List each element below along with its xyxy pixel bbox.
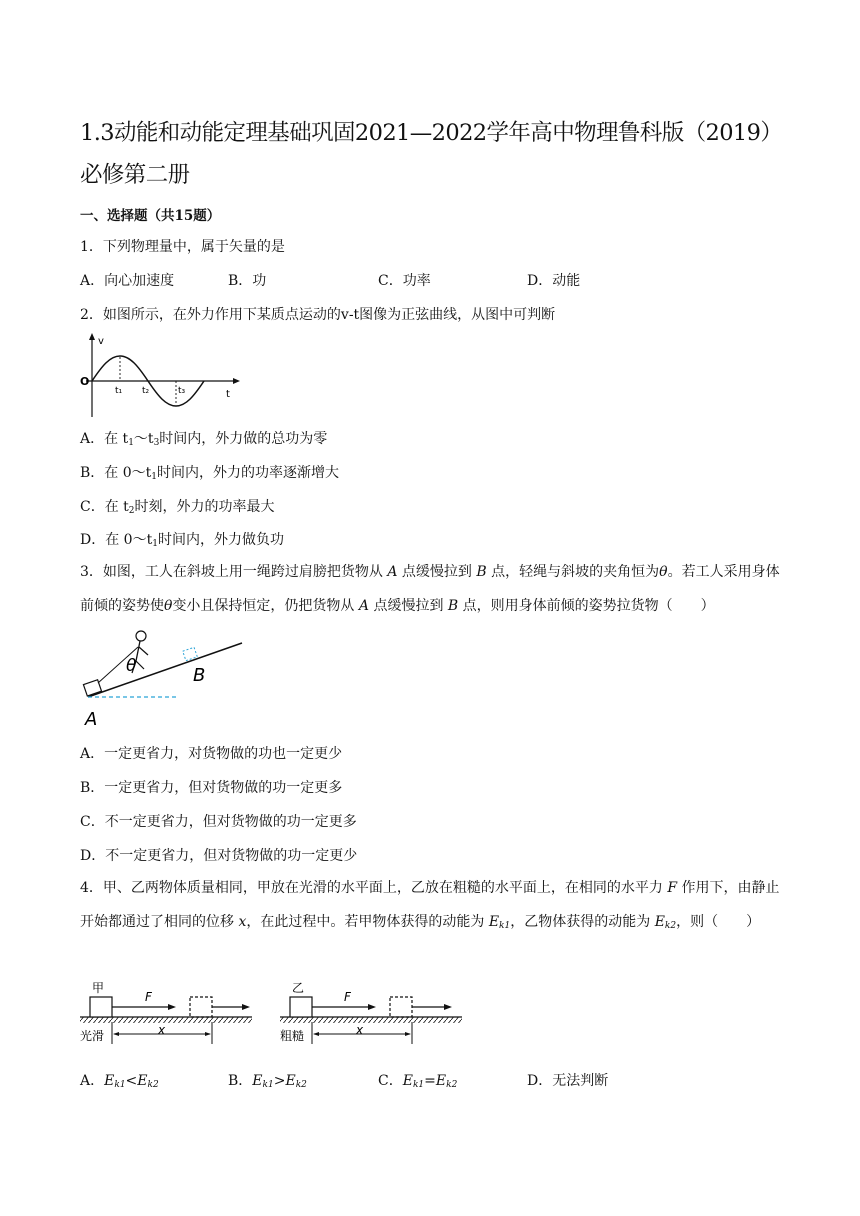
q4-ek-sub2: k2 [664,921,677,931]
label-f-right: F [344,990,351,1004]
x-arrow-right-a [313,1032,319,1036]
q4-ek-sub1: k1 [499,921,511,931]
q2-option-a-sub2: 3 [153,438,160,448]
v-axis-arrow [89,333,95,340]
q3-point-b: B [476,564,487,580]
q3-stem-part: 点，则用身体前倾的姿势拉货物（ ） [458,598,715,614]
q4-option-a [80,1070,159,1090]
t1-label: t₁ [115,386,123,396]
q4-option-b-e2: E [285,1073,296,1089]
point-a-label: A [85,709,98,730]
q2-option-b [80,462,339,482]
question-1-stem: 1．下列物理量中，属于矢量的是 [80,239,285,255]
label-f-left: F [145,990,152,1004]
worker-head [136,631,146,641]
theta-label: θ [126,656,137,676]
force-arrowhead-jia-final [242,1004,250,1010]
label-x-right: x [356,1023,364,1037]
q2-option-b-sub1: 1 [151,472,158,482]
q2-option-d-sub1: 1 [152,539,158,549]
worker-leg-front [136,661,144,669]
slope-line [88,643,242,697]
q1-option-d: D．动能 [527,273,581,289]
q4-option-c-e2: E [435,1073,447,1089]
label-yi: 乙 [292,981,305,995]
q4-stem-part: 4．甲、乙两物体质量相同，甲放在光滑的水平面上，乙放在粗糙的水平面上，在相同的水平力 [80,880,668,896]
two-blocks-figure [76,978,468,1050]
point-b-label: B [193,665,206,686]
q4-option-b-op: > [273,1073,286,1089]
block-yi-final [390,997,412,1017]
worker-body [136,641,140,661]
label-smooth: 光滑 [80,1029,105,1043]
q1-option-b: B．功 [228,273,267,289]
q4-ek: E [488,914,500,930]
block-jia [90,997,112,1017]
q4-option-c-letter: C． [378,1073,403,1089]
q4-option-c-sub2: k2 [446,1080,458,1090]
q4-option-b-e: E [252,1073,263,1089]
x-arrow-right-b [405,1032,411,1036]
q4-option-b-sub2: k2 [295,1080,307,1090]
question-3-stem [80,555,786,623]
q2-option-b-text: B．在 0～t [80,465,152,481]
question-4-stem [80,871,786,943]
q4-option-d: D．无法判断 [527,1073,609,1089]
q3-stem-part: 变小且保持恒定，仍把货物从 [172,598,359,614]
q2-option-c-text: C．在 t [80,499,129,515]
q3-option-a: A．一定更省力，对货物做的功也一定更少 [80,746,343,762]
q2-option-c-text2: 时刻，外力的功率最大 [134,499,275,515]
force-arrowhead-jia [168,1004,176,1010]
q3-theta: θ [164,598,173,614]
q4-option-a-sub1: k1 [114,1080,126,1090]
q4-stem-part: ，在此过程中。若甲物体获得的动能为 [246,914,489,930]
q4-option-a-letter: A． [80,1073,105,1089]
block-yi [290,997,312,1017]
slope-worker-figure [78,625,250,731]
t2-label: t₂ [142,386,150,396]
t-axis-arrow [233,378,240,384]
q4-option-c-op: = [424,1073,436,1089]
smooth-ground-hatch [80,1017,252,1023]
q4-force: F [667,880,678,896]
page-title: 1.3动能和动能定理基础巩固2021—2022学年高中物理鲁科版（2019）必修第二册 [80,120,783,188]
q4-option-a-op: < [125,1073,138,1089]
q2-option-a-sub1: 1 [128,438,134,448]
q3-point-a: A [387,564,398,580]
label-jia: 甲 [92,981,105,995]
force-arrowhead-yi [368,1004,376,1010]
x-arrow-left-a [113,1032,119,1036]
q4-option-b [228,1070,307,1090]
q2-option-d-text2: 时间内，外力做负功 [157,532,284,548]
q4-option-b-sub1: k1 [262,1080,274,1090]
q3-stem-part: 。若工人采用身体前倾的姿势使 [80,564,780,614]
force-arrowhead-yi-final [444,1004,452,1010]
t3-label: t₃ [178,386,186,396]
q4-option-b-letter: B． [228,1073,253,1089]
q2-option-d [80,529,284,549]
q2-option-a-text3: 时间内，外力做的总功为零 [159,431,328,447]
q4-option-c-sub1: k1 [412,1080,425,1090]
q3-option-c: C．不一定更省力，但对货物做的功一定更多 [80,814,357,830]
q3-stem-part: 点缓慢拉到 [369,598,448,614]
worker-arm [139,647,148,655]
question-2-stem: 2．如图所示，在外力作用下某质点运动的v-t图像为正弦曲线，从图中可判断 [80,307,556,323]
q2-option-a-text2: ～t [133,431,154,447]
label-x-left: x [158,1023,166,1037]
q3-stem-part: 3．如图，工人在斜坡上用一绳跨过肩膀把货物从 [80,564,388,580]
q2-option-a [80,428,327,448]
t-axis-label: t [226,389,230,400]
q4-stem-part: ，乙物体获得的动能为 [510,914,655,930]
question-4-options [80,1070,780,1090]
q3-stem-part: 点缓慢拉到 [397,564,477,580]
q4-stem-part: ，则（ ） [676,914,761,930]
q3-option-b: B．一定更省力，但对货物做的功一定更多 [80,780,343,796]
q3-stem-part: 点，轻绳与斜坡的夹角恒为 [486,564,660,580]
q1-option-a: A．向心加速度 [80,273,175,289]
label-rough: 粗糙 [280,1029,305,1043]
block-jia-final [190,997,212,1017]
x-arrow-left-b [205,1032,211,1036]
q4-option-a-sub2: k2 [147,1080,159,1090]
origin-label: O [80,375,90,388]
q3-theta: θ [659,564,668,580]
q1-option-c: C．功率 [378,273,431,289]
q4-displacement: x [238,914,247,930]
q4-option-a-e2: E [137,1073,148,1089]
q4-option-c-e: E [402,1073,413,1089]
v-axis-label: v [98,336,104,347]
q3-point-b: B [447,598,459,614]
q4-option-c [378,1070,457,1090]
q4-option-a-e: E [104,1073,115,1089]
q2-option-a-text: A．在 t [80,431,129,447]
question-1-options [80,270,780,290]
q4-stem-part: 作用下，由静止开始都通过了相同的位移 [80,880,780,930]
section-heading: 一、选择题（共15题） [80,208,221,224]
vt-graph-figure [78,331,248,421]
q2-option-b-text2: 时间内，外力的功率逐渐增大 [157,465,340,481]
q3-option-d: D．不一定更省力，但对货物做的功一定更少 [80,848,358,864]
q3-point-a: A [358,598,370,614]
rough-ground-hatch [280,1017,462,1023]
q2-option-c-sub1: 2 [128,506,135,516]
q4-ek: E [654,914,665,930]
q2-option-c [80,496,275,516]
q2-option-d-text: D．在 0～t [80,532,153,548]
